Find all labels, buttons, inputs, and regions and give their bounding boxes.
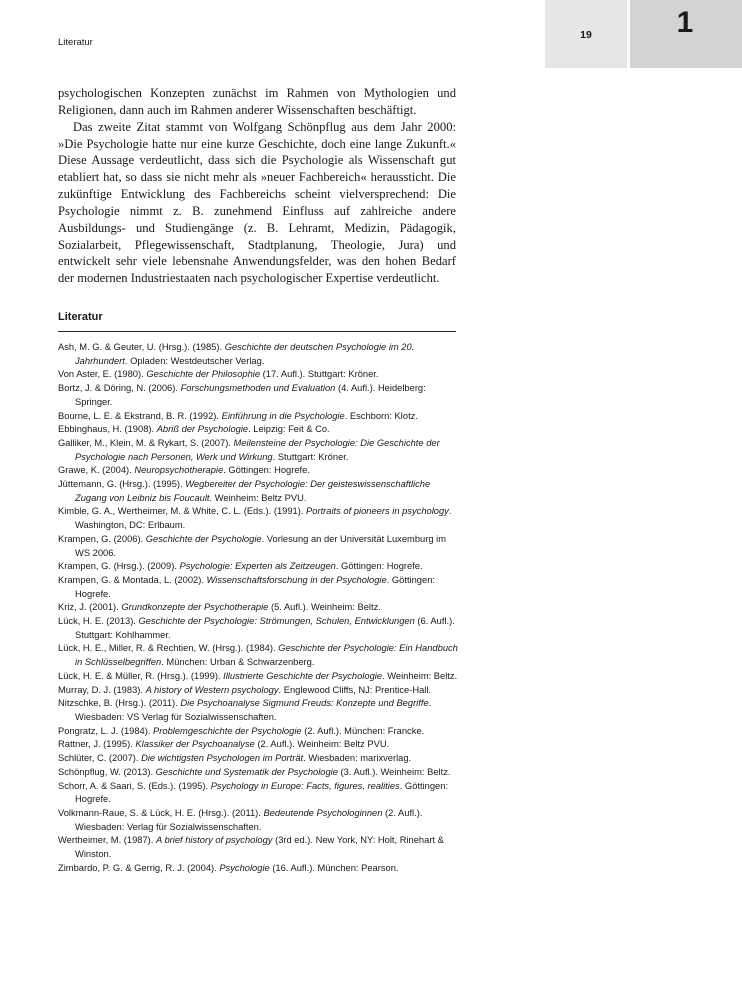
reference-title: Psychology in Europe: Facts, figures, realities <box>210 780 400 791</box>
reference-publisher: (16. Aufl.). München: Pearson. <box>269 862 399 873</box>
reference-authors: Bourne, L. E. & Ekstrand, B. R. (1992). <box>58 410 222 421</box>
reference-entry <box>58 478 458 505</box>
reference-title: Geschichte der deutschen Psychologie im 20. Jahrhundert <box>75 342 415 366</box>
reference-entry <box>58 437 458 464</box>
reference-title: Problemgeschichte der Psychologie <box>153 725 302 736</box>
reference-title: Abriß der Psychologie <box>156 424 249 435</box>
reference-entry <box>58 684 458 698</box>
reference-entry <box>58 725 458 739</box>
reference-title: Geschichte der Psychologie: Strömungen, Schulen, Entwicklungen <box>138 616 415 627</box>
section-heading-literatur: Literatur <box>58 311 103 323</box>
reference-entry <box>58 615 458 642</box>
chapter-number: 1 <box>676 6 694 39</box>
reference-entry <box>58 464 458 478</box>
reference-publisher: . Göttingen: Hogrefe. <box>223 465 310 476</box>
reference-title: Bedeutende Psychologinnen <box>263 807 383 818</box>
body-paragraph: psychologischen Konzepten zunächst im Rahmen von Mythologien und Religionen, dann auch im Rahmen anderer Wissenschaften beschäftigt. <box>58 86 456 117</box>
reference-authors: Nitzschke, B. (Hrsg.). (2011). <box>58 698 181 709</box>
running-head: Literatur <box>58 37 93 48</box>
reference-publisher: (2. Aufl.). Wiesbaden: Verlag für Sozialwissenschaften. <box>75 807 423 832</box>
reference-publisher: (5. Aufl.). Weinheim: Beltz. <box>268 602 381 613</box>
reference-title: Die wichtigsten Psychologen im Porträt <box>141 753 304 764</box>
reference-authors: Bortz, J. & Döring, N. (2006). <box>58 383 181 394</box>
reference-authors: Ash, M. G. & Geuter, U. (Hrsg.). (1985). <box>58 342 225 352</box>
reference-entry <box>58 574 458 601</box>
reference-title: A brief history of psychology <box>155 835 273 846</box>
reference-publisher: . München: Urban & Schwarzenberg. <box>161 657 315 668</box>
reference-entry <box>58 642 458 669</box>
reference-title: Klassiker der Psychoanalyse <box>135 739 255 750</box>
reference-list <box>58 341 458 875</box>
reference-entry <box>58 697 458 724</box>
reference-publisher: . Opladen: Westdeutscher Verlag. <box>124 355 265 366</box>
reference-title: Psychologie <box>219 862 270 873</box>
reference-publisher: . Weinheim: Beltz PVU. <box>209 492 307 503</box>
reference-publisher: . Wiesbaden: marixverlag. <box>303 753 412 764</box>
reference-title: Geschichte der Psychologie <box>145 533 262 544</box>
reference-publisher: . Weinheim: Beltz. <box>382 670 458 681</box>
reference-publisher: (17. Aufl.). Stuttgart: Kröner. <box>260 369 379 380</box>
reference-title: Forschungsmethoden und Evaluation <box>180 383 336 394</box>
reference-publisher: (4. Aufl.). Heidelberg: Springer. <box>75 383 426 407</box>
page-number: 19 <box>580 29 592 41</box>
reference-entry <box>58 382 458 409</box>
reference-title: Grundkonzepte der Psychotherapie <box>121 602 269 613</box>
reference-title: Geschichte der Philosophie <box>146 369 261 380</box>
reference-title: Meilensteine der Psychologie: Die Geschichte der Psychologie nach Personen, Werk und Wirkung <box>75 437 440 462</box>
reference-publisher: (3rd ed.). New York, NY: Holt, Rinehart & Winston. <box>75 835 444 860</box>
reference-publisher: . Vorlesung an der Universität Luxemburg im WS 2006. <box>75 533 446 558</box>
reference-authors: Krampen, G. & Montada, L. (2002). <box>58 574 207 585</box>
reference-authors: Murray, D. J. (1983). <box>58 684 146 695</box>
reference-title: Psychologie: Experten als Zeitzeugen <box>179 561 336 572</box>
reference-authors: Lück, H. E. & Müller, R. (Hrsg.). (1999). <box>58 670 224 681</box>
reference-authors: Lück, H. E., Miller, R. & Rechtien, W. (Hrsg.). (1984). <box>58 643 279 654</box>
reference-publisher: (3. Aufl.). Weinheim: Beltz. <box>337 766 451 777</box>
reference-entry <box>58 670 458 684</box>
reference-entry <box>58 780 458 807</box>
reference-authors: Kriz, J. (2001). <box>58 602 122 613</box>
reference-publisher: . Göttingen: Hogrefe. <box>335 561 423 572</box>
reference-entry <box>58 862 458 876</box>
reference-publisher: . Stuttgart: Kröner. <box>272 451 349 462</box>
reference-title: Wissenschaftsforschung in der Psychologie <box>206 574 387 585</box>
reference-publisher: . Washington, DC: Erlbaum. <box>75 506 452 531</box>
reference-title: Portraits of pioneers in psychology <box>306 506 449 517</box>
reference-authors: Schlüter, C. (2007). <box>58 753 142 764</box>
body-text <box>58 85 456 287</box>
reference-publisher: . Eschborn: Klotz. <box>344 410 418 421</box>
reference-authors: Krampen, G. (Hrsg.). (2009). <box>58 561 180 572</box>
reference-entry <box>58 560 458 574</box>
reference-entry <box>58 807 458 834</box>
reference-title: A history of Western psychology <box>145 684 279 695</box>
reference-publisher: . Englewood Cliffs, NJ: Prentice-Hall. <box>278 684 432 695</box>
reference-authors: Kimble, G. A., Wertheimer, M. & White, C. L. (Eds.). (1991). <box>58 506 307 517</box>
reference-publisher: (2. Aufl.). München: Francke. <box>301 725 425 736</box>
reference-entry <box>58 341 458 368</box>
reference-entry <box>58 505 458 532</box>
reference-authors: Ebbinghaus, H. (1908). <box>58 424 157 435</box>
reference-authors: Von Aster, E. (1980). <box>58 369 147 380</box>
reference-entry <box>58 423 458 437</box>
reference-authors: Schorr, A. & Saari, S. (Eds.). (1995). <box>58 780 211 791</box>
reference-entry <box>58 368 458 382</box>
reference-authors: Zimbardo, P. G. & Gerrig, R. J. (2004). <box>58 862 220 873</box>
reference-authors: Schönpflug, W. (2013). <box>58 766 156 777</box>
reference-title: Die Psychoanalyse Sigmund Freuds: Konzepte und Begriffe <box>180 698 429 709</box>
reference-authors: Pongratz, L. J. (1984). <box>58 725 154 736</box>
reference-publisher: . Göttingen: Hogrefe. <box>75 780 449 805</box>
reference-authors: Jüttemann, G. (Hrsg.). (1995). <box>58 479 186 490</box>
reference-title: Geschichte und Systematik der Psychologie <box>155 766 338 777</box>
reference-title: Geschichte der Psychologie: Ein Handbuch in Schlüsselbegriffen <box>75 643 458 668</box>
reference-title: Illustrierte Geschichte der Psychologie <box>223 670 383 681</box>
reference-entry <box>58 752 458 766</box>
reference-entry <box>58 601 458 615</box>
reference-authors: Rattner, J. (1995). <box>58 739 136 750</box>
reference-entry <box>58 834 458 861</box>
section-divider <box>58 331 456 332</box>
reference-authors: Krampen, G. (2006). <box>58 533 146 544</box>
reference-authors: Volkmann-Raue, S. & Lück, H. E. (Hrsg.). (2011). <box>58 807 264 818</box>
reference-title: Wegbereiter der Psychologie: Der geisteswissenschaftliche Zugang von Leibniz bis Foucault <box>75 479 431 503</box>
reference-authors: Wertheimer, M. (1987). <box>58 835 156 846</box>
reference-authors: Lück, H. E. (2013). <box>58 616 139 627</box>
reference-authors: Grawe, K. (2004). <box>58 465 135 476</box>
reference-publisher: . Leipzig: Feit & Co. <box>248 424 330 435</box>
reference-entry <box>58 410 458 424</box>
reference-publisher: (6. Aufl.). Stuttgart: Kohlhammer. <box>75 616 455 640</box>
reference-publisher: . Göttingen: Hogrefe. <box>75 574 435 599</box>
reference-entry <box>58 533 458 560</box>
reference-publisher: . Wiesbaden: VS Verlag für Sozialwissenschaften. <box>75 698 432 722</box>
body-paragraph: Das zweite Zitat stammt von Wolfgang Schönpflug aus dem Jahr 2000: »Die Psychologie hatte nur eine kurze Geschichte, doch eine lange Zukunft.« Diese Aussage verdeutlicht, dass sich die Psychologie als Wissenschaft gut etabliert hat, so dass sie nicht mehr als »neuer Fachbereich« heraussticht. Die zukünftige Entwicklung des Fachbereichs scheint vielversprechend: Die Psychologie nimmt z. B. zunehmend Einfluss auf zahlreiche andere Ausbildungs- und Studiengänge (z. B. Lehramt, Medizin, Pädagogik, Sozialarbeit, Pflegewissenschaft, Stadtplanung, Theologie, Jura) und entwickelt sehr viele lebensnahe Anwendungsfelder, was den hohen Bedarf der modernen Industriestaaten nach psychologischer Expertise verdeutlicht. <box>58 119 456 286</box>
reference-entry <box>58 738 458 752</box>
reference-title: Einführung in die Psychologie <box>221 410 345 421</box>
reference-title: Neuropsychotherapie <box>134 465 224 476</box>
reference-entry <box>58 766 458 780</box>
reference-authors: Galliker, M., Klein, M. & Rykart, S. (2007). <box>58 437 234 448</box>
reference-publisher: (2. Aufl.). Weinheim: Beltz PVU. <box>254 739 390 750</box>
